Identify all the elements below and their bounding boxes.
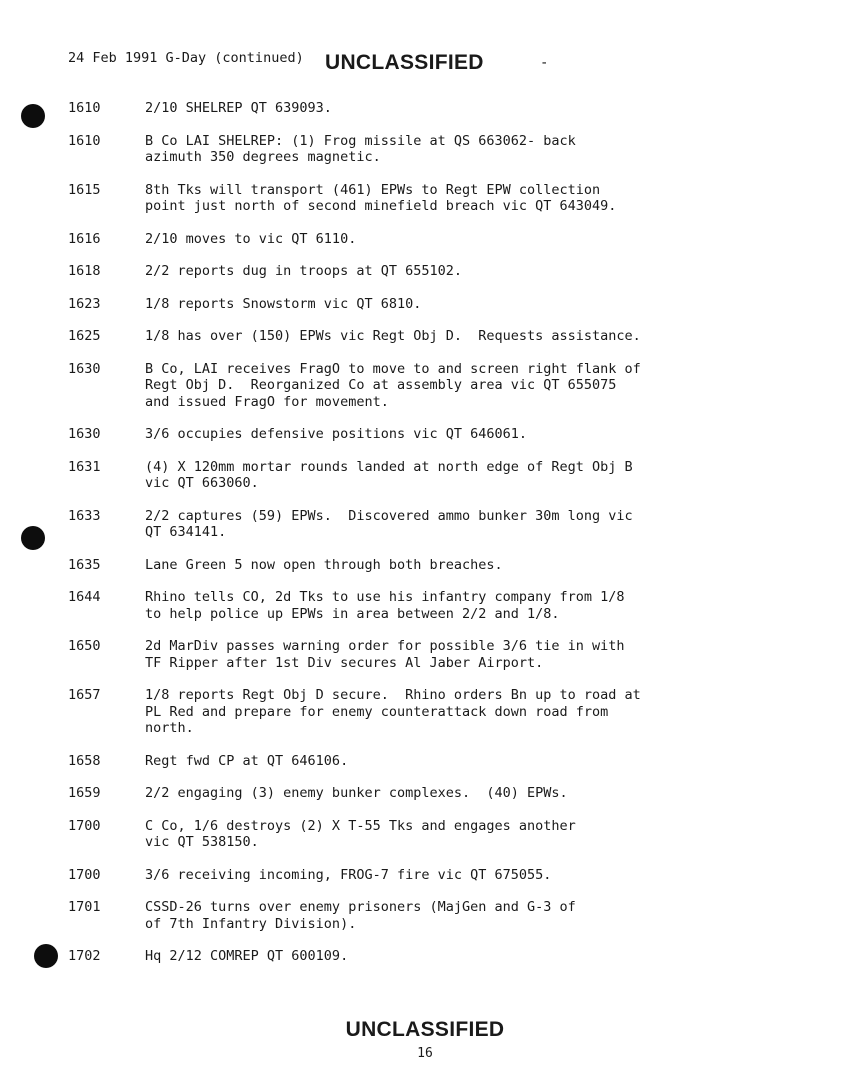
log-entry [68,638,798,671]
log-entry [68,459,798,492]
entry-time: 1623 [68,295,101,312]
entry-time: 1618 [68,263,101,279]
entry-time: 1701 [68,899,101,915]
entry-text: 2/10 moves to vic QT 6110. [145,230,357,247]
log-entry [68,785,798,802]
entry-time: 1702 [68,948,101,964]
entry-time: 1610 [68,132,101,149]
header-date-line: 24 Feb 1991 G-Day (continued) [68,50,304,66]
entry-text: CSSD-26 turns over enemy prisoners (MajGen and G-3 of of 7th Infantry Division). [145,899,576,932]
log-entries [68,100,798,981]
log-entry [68,182,798,215]
log-entry [68,753,798,770]
classification-marking-bottom: UNCLASSIFIED [345,1018,505,1041]
entry-time: 1625 [68,328,101,344]
entry-text: C Co, 1/6 destroys (2) X T-55 Tks and engages another vic QT 538150. [145,817,576,850]
entry-text: Rhino tells CO, 2d Tks to use his infantry company from 1/8 to help police up EPWs in area between 2/2 and 1/8. [145,589,625,622]
log-entry [68,296,798,313]
entry-text: 8th Tks will transport (461) EPWs to Regt EPW collection point just north of second minefield breach vic QT 643049. [145,181,617,214]
log-entry [68,328,798,345]
entry-time: 1650 [68,638,101,654]
log-entry [68,508,798,541]
header-mark: - [540,55,549,71]
entry-time: 1616 [68,230,101,247]
entry-time: 1631 [68,458,101,475]
log-entry [68,899,798,932]
classification-marking-top: UNCLASSIFIED [325,51,484,74]
punch-hole-middle [21,526,45,550]
entry-time: 1659 [68,785,101,801]
log-entry [68,426,798,443]
punch-hole-bottom [34,944,58,968]
entry-text: 1/8 reports Regt Obj D secure. Rhino orders Bn up to road at PL Red and prepare for enemy counterattack down road from north. [145,687,641,736]
entry-time: 1630 [68,426,101,442]
log-entry [68,818,798,851]
entry-text: Lane Green 5 now open through both breaches. [145,556,503,573]
entry-text: B Co, LAI receives FragO to move to and screen right flank of Regt Obj D. Reorganized Co at assembly area vic QT 655075 and issued FragO for movement. [145,360,641,410]
log-entry [68,263,798,280]
entry-time: 1615 [68,181,101,198]
entry-text: (4) X 120mm mortar rounds landed at north edge of Regt Obj B vic QT 663060. [145,458,633,491]
log-entry [68,557,798,574]
entry-time: 1700 [68,866,101,883]
log-entry [68,133,798,166]
entry-time: 1657 [68,687,101,703]
entry-text: 1/8 has over (150) EPWs vic Regt Obj D. Requests assistance. [145,328,641,344]
punch-hole-top [21,104,45,128]
entry-time: 1658 [68,752,101,769]
entry-time: 1644 [68,589,101,605]
entry-text: 1/8 reports Snowstorm vic QT 6810. [145,295,422,312]
page-number: 16 [417,1046,433,1061]
entry-text: 3/6 receiving incoming, FROG-7 fire vic QT 675055. [145,866,552,883]
entry-time: 1700 [68,817,101,834]
entry-text: B Co LAI SHELREP: (1) Frog missile at QS 663062- back azimuth 350 degrees magnetic. [145,132,576,165]
log-entry [68,361,798,411]
entry-time: 1630 [68,360,101,377]
entry-time: 1610 [68,100,101,116]
log-entry [68,231,798,248]
log-entry [68,948,798,965]
entry-time: 1635 [68,556,101,573]
entry-text: 2d MarDiv passes warning order for possible 3/6 tie in with TF Ripper after 1st Div secures Al Jaber Airport. [145,638,625,671]
log-entry [68,867,798,884]
entry-text: 2/2 reports dug in troops at QT 655102. [145,263,462,279]
entry-time: 1633 [68,507,101,524]
entry-text: 2/2 engaging (3) enemy bunker complexes. (40) EPWs. [145,785,568,801]
log-entry [68,589,798,622]
entry-text: 2/2 captures (59) EPWs. Discovered ammo bunker 30m long vic QT 634141. [145,507,633,540]
entry-text: Regt fwd CP at QT 646106. [145,752,349,769]
entry-text: Hq 2/12 COMREP QT 600109. [145,948,349,964]
entry-text: 2/10 SHELREP QT 639093. [145,100,332,116]
log-entry [68,100,798,117]
entry-text: 3/6 occupies defensive positions vic QT 646061. [145,426,528,442]
log-entry [68,687,798,737]
